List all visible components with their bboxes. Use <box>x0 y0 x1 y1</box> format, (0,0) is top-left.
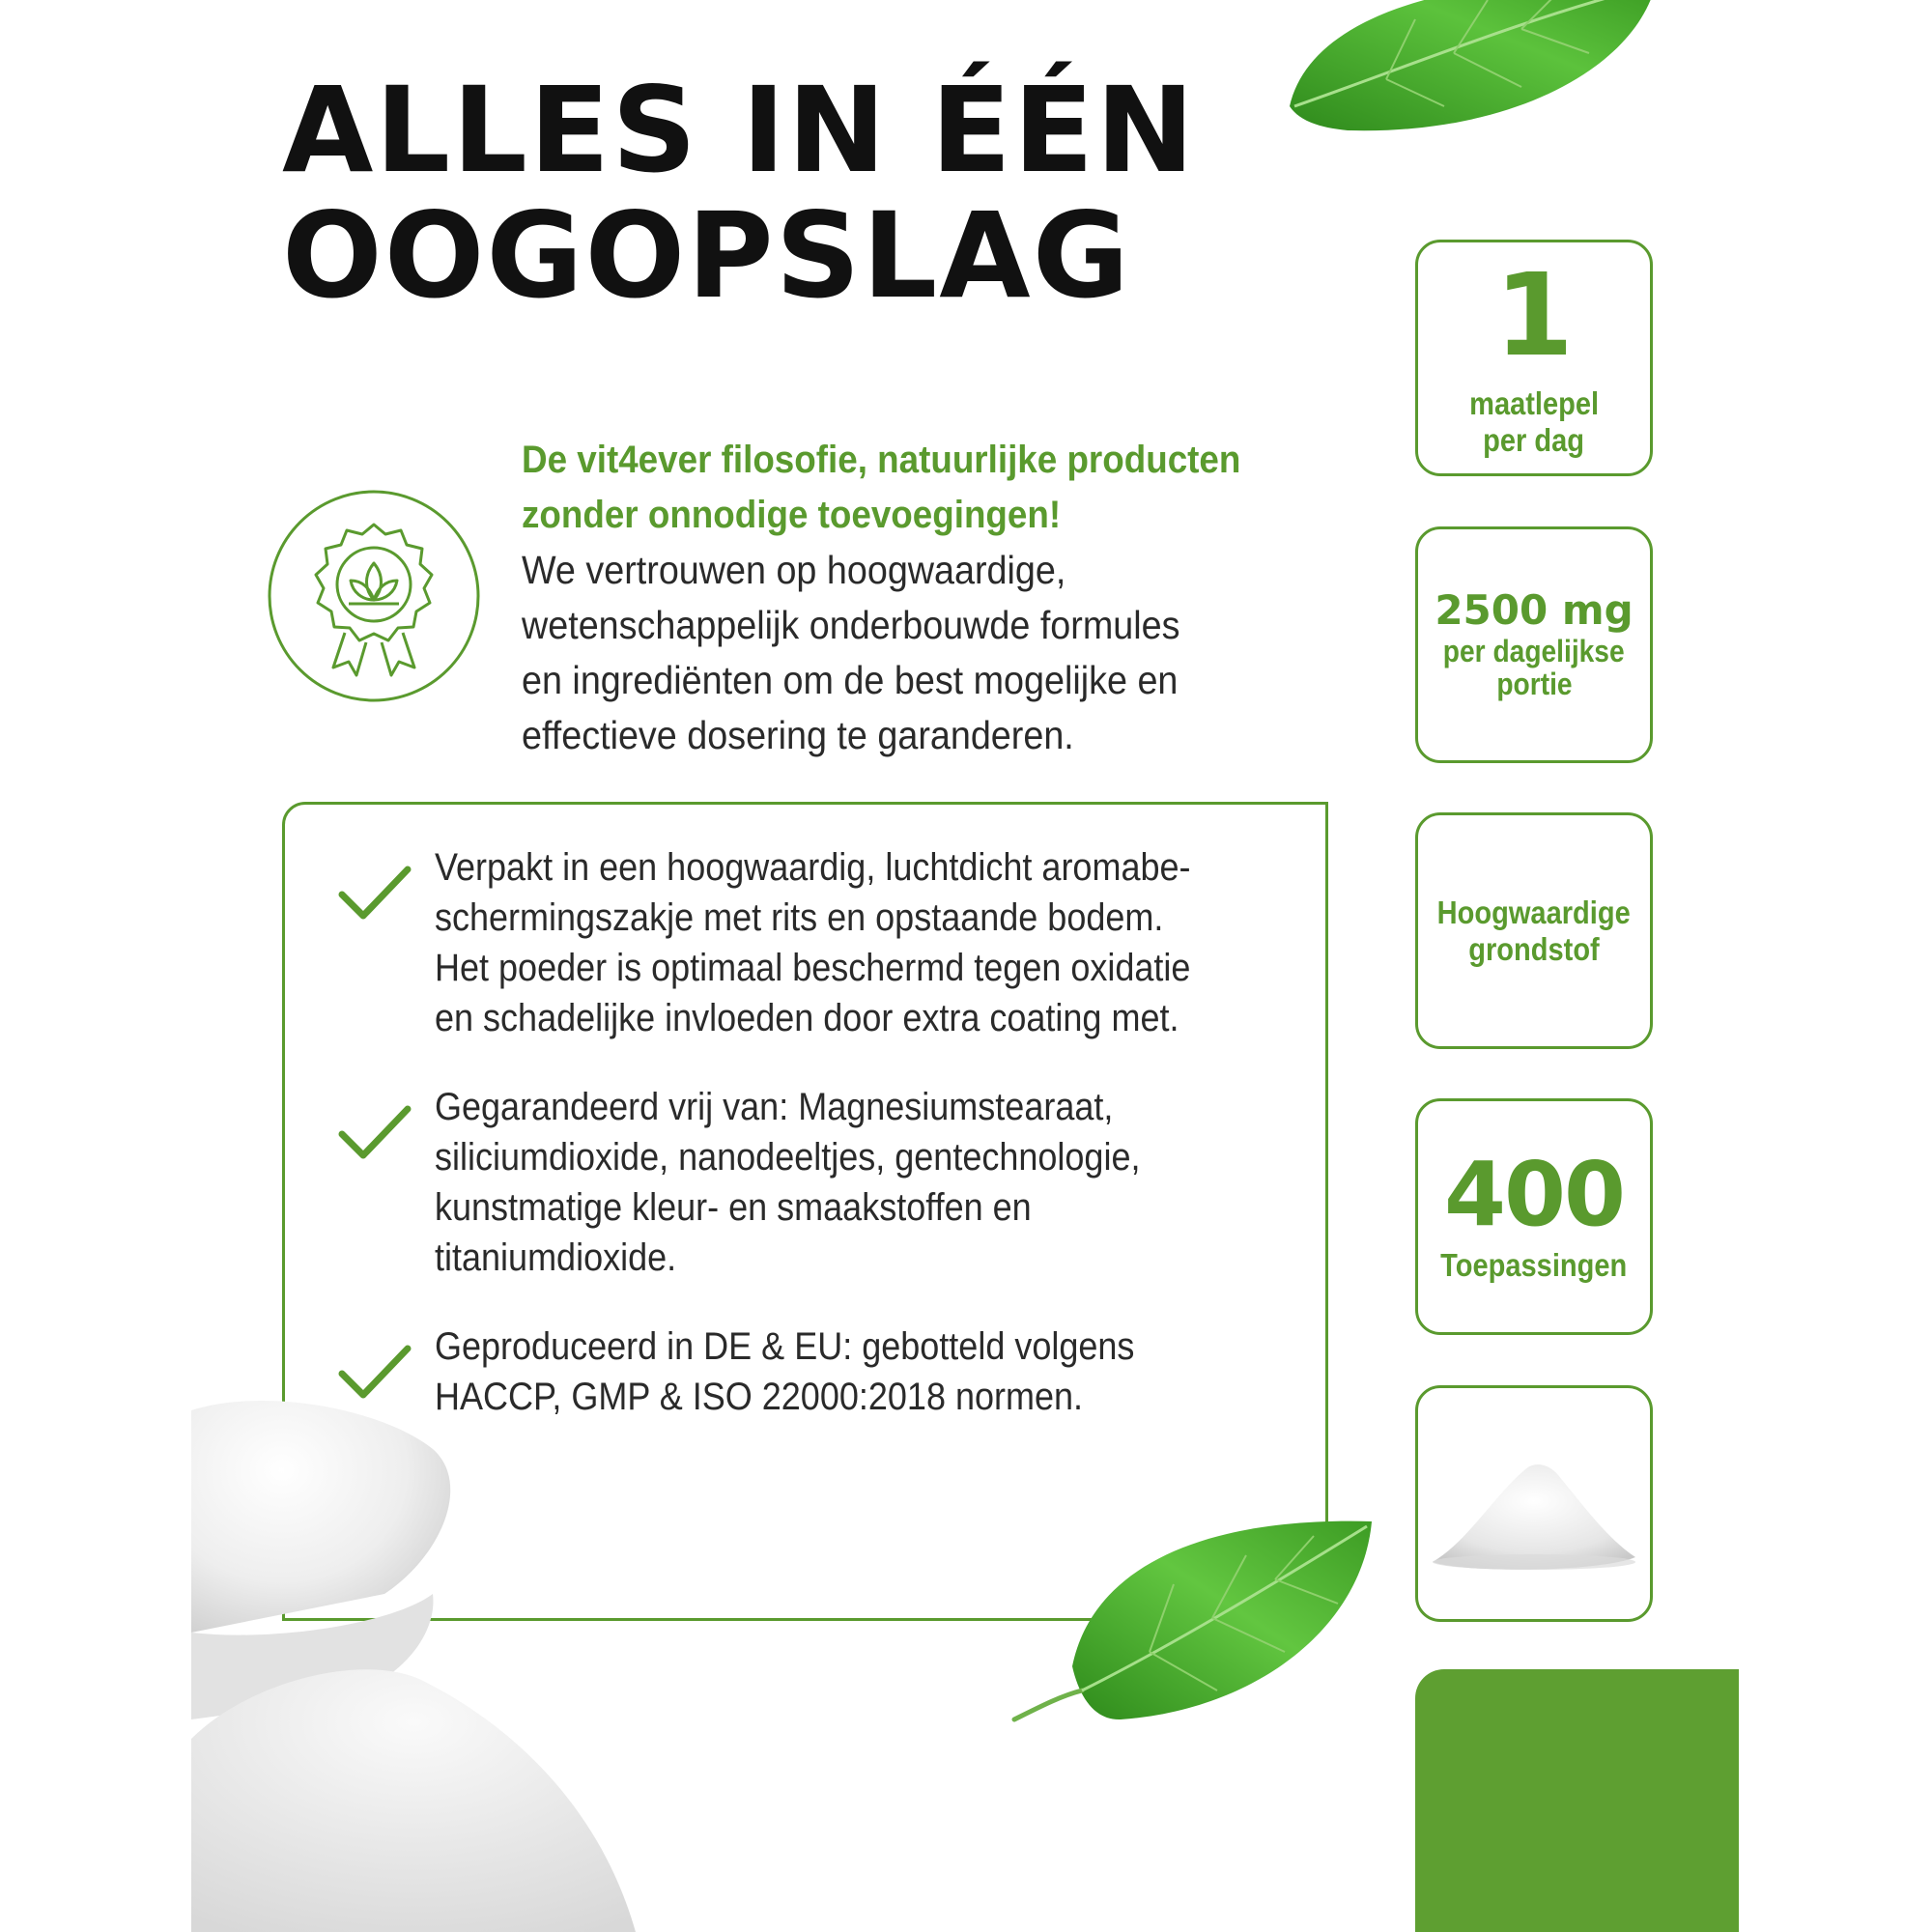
feature-1-line-3: Het poeder is optimaal beschermd tegen oxidatie <box>435 947 1191 989</box>
feature-2-line-4: titaniumdioxide. <box>435 1236 677 1279</box>
stat-servings-label: Toepassingen <box>1440 1246 1628 1283</box>
stat-servings-value: 400 <box>1443 1142 1625 1246</box>
philosophy-heading-line-1: De vit4ever filosofie, natuurlijke producten <box>522 439 1241 481</box>
feature-1-line-2: schermingszakje met rits en opstaande bodem. <box>435 896 1164 939</box>
powder-bowl-illustration <box>191 1391 636 1932</box>
feature-1-line-1: Verpakt in een hoogwaardig, luchtdicht aromabe- <box>435 846 1191 889</box>
philosophy-section <box>522 433 1352 763</box>
stat-card-dose <box>1415 240 1653 476</box>
stat-dose-label-line-1: maatlepel <box>1469 384 1599 421</box>
headline-line-2: OOGOPSLAG <box>282 187 1131 325</box>
philosophy-body-line-4: effectieve dosering te garanderen. <box>522 713 1074 757</box>
checkmark-icon <box>336 1101 413 1163</box>
stat-amount-value: 2500 mg <box>1435 585 1634 634</box>
stat-card-servings <box>1415 1098 1653 1335</box>
stat-card-quality <box>1415 812 1653 1049</box>
feature-2-line-1: Gegarandeerd vrij van: Magnesiumstearaat, <box>435 1086 1114 1128</box>
feature-1-line-4: en schadelijke invloeden door extra coating met. <box>435 997 1179 1039</box>
page-title <box>282 62 1197 325</box>
stat-card-amount <box>1415 526 1653 763</box>
quality-badge-icon <box>266 488 483 705</box>
list-item <box>324 842 1338 1043</box>
stat-quality-label-line-2: grondstof <box>1468 930 1600 967</box>
philosophy-body-line-2: wetenschappelijk onderbouwde formules <box>522 603 1180 647</box>
stat-quality-label-line-1: Hoogwaardige <box>1436 894 1632 930</box>
feature-3-line-1: Geproduceerd in DE & EU: gebotteld volgens <box>435 1325 1135 1368</box>
feature-2-line-2: siliciumdioxide, nanodeeltjes, gentechnologie, <box>435 1136 1141 1179</box>
checkmark-icon <box>336 862 413 923</box>
leaf-icon <box>1270 0 1676 155</box>
philosophy-body-line-1: We vertrouwen op hoogwaardige, <box>522 548 1066 592</box>
powder-pile-icon <box>1428 1427 1640 1581</box>
green-accent-block <box>1415 1669 1739 1932</box>
stat-amount-label-line-2: portie <box>1495 666 1573 701</box>
feature-2-line-3: kunstmatige kleur- en smaakstoffen en <box>435 1186 1032 1229</box>
stat-amount-label-line-1: per dagelijkse <box>1443 633 1625 668</box>
list-item <box>324 1082 1338 1283</box>
headline-line-1: ALLES IN ÉÉN <box>282 62 1197 199</box>
feature-3-line-2: HACCP, GMP & ISO 22000:2018 normen. <box>435 1376 1084 1418</box>
stat-card-powder <box>1415 1385 1653 1622</box>
stat-dose-value: 1 <box>1493 247 1575 382</box>
leaf-icon <box>1005 1502 1391 1744</box>
feature-list <box>324 842 1338 1461</box>
stat-dose-label-line-2: per dag <box>1483 421 1585 458</box>
philosophy-body-line-3: en ingrediënten om de best mogelijke en <box>522 658 1179 702</box>
philosophy-heading-line-2: zonder onnodige toevoegingen! <box>522 494 1062 536</box>
